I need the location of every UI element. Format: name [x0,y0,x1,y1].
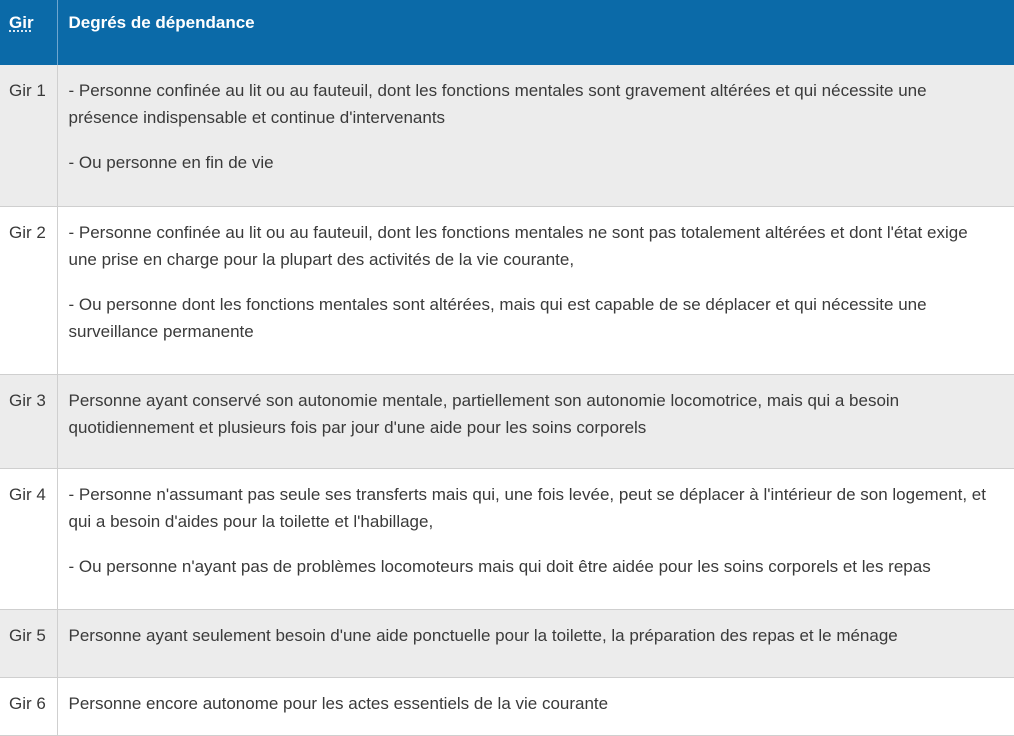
description-paragraph: - Ou personne n'ayant pas de problèmes locomoteurs mais qui doit être aidée pour les soins corporels et les repas [68,556,931,576]
description-cell [57,65,1014,206]
table-header [0,0,1014,65]
gir-level-cell: Gir 5 [0,609,57,677]
column-header-degres: Degrés de dépendance [57,0,1014,65]
description-paragraph: - Ou personne en fin de vie [68,153,274,172]
description-paragraph: - Personne confinée au lit ou au fauteuil, dont les fonctions mentales sont gravement altérées et qui nécessite une présence indispensable et continue d'intervenants [68,81,927,127]
table-row-gir-1 [0,65,1014,206]
table-body [0,65,1014,735]
table-row-gir-6 [0,677,1014,735]
description-cell [57,609,1014,677]
gir-level-cell: Gir 4 [0,468,57,609]
table-row-gir-3 [0,374,1014,468]
gir-level-cell: Gir 1 [0,65,57,206]
gir-level-cell: Gir 3 [0,374,57,468]
description-paragraph: - Ou personne dont les fonctions mentales sont altérées, mais qui est capable de se déplacer et qui nécessite une surveillance permanente [68,294,927,341]
gir-level-cell: Gir 6 [0,677,57,735]
description-paragraph: Personne ayant seulement besoin d'une aide ponctuelle pour la toilette, la préparation des repas et le ménage [68,625,898,645]
description-paragraph: - Personne n'assumant pas seule ses transferts mais qui, une fois levée, peut se déplacer à l'intérieur de son logement, et qui a besoin d'aides pour la toilette et l'habillage, [68,484,986,531]
table-row-gir-2 [0,206,1014,374]
description-cell [57,206,1014,374]
gir-level-cell: Gir 2 [0,206,57,374]
description-paragraph: Personne ayant conservé son autonomie mentale, partiellement son autonomie locomotrice, mais qui a besoin quotidiennement et plusieurs fois par jour d'une aide pour les soins corporels [68,390,900,437]
table-header-row [0,0,1014,65]
table-row-gir-4 [0,468,1014,609]
column-header-gir [0,0,57,65]
description-paragraph: Personne encore autonome pour les actes essentiels de la vie courante [68,693,609,713]
table-row-gir-5 [0,609,1014,677]
description-cell [57,468,1014,609]
description-cell [57,374,1014,468]
column-header-gir-label: Gir [9,13,34,32]
description-cell [57,677,1014,735]
description-paragraph: - Personne confinée au lit ou au fauteuil, dont les fonctions mentales ne sont pas totalement altérées et dont l'état exige une prise en charge pour la plupart des activités de la vie courante, [68,222,968,269]
